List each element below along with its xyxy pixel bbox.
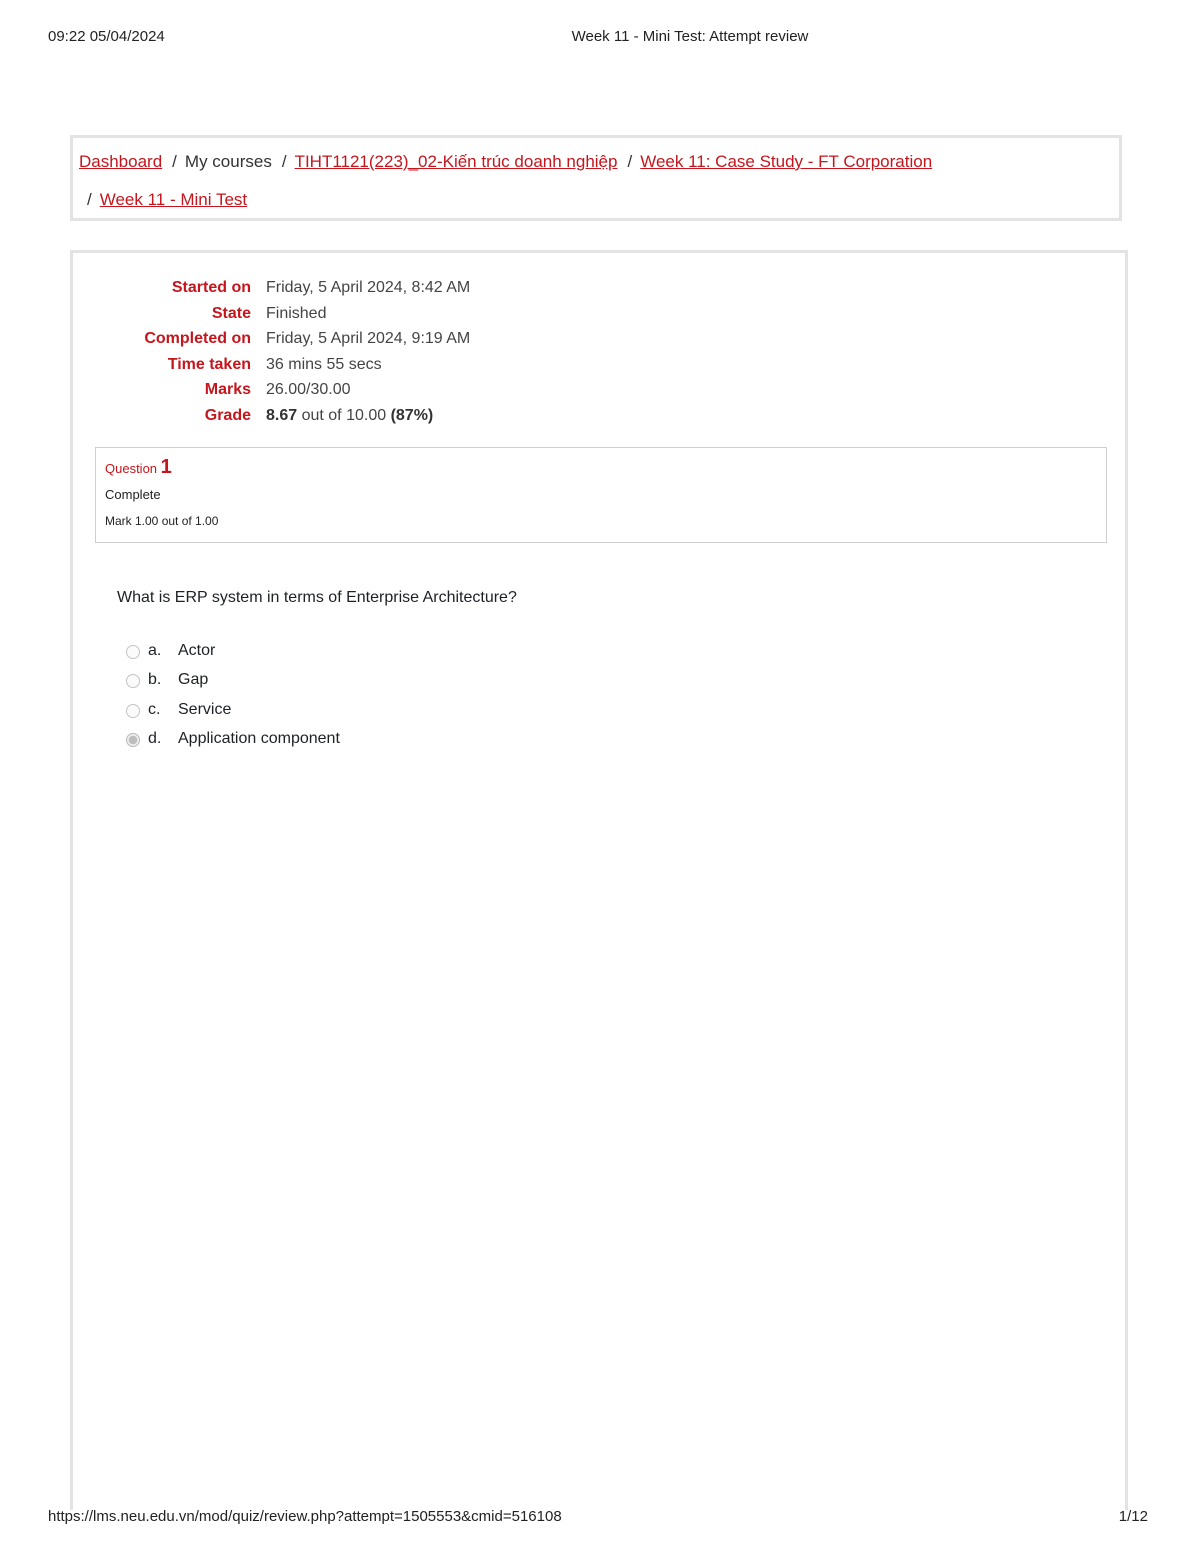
- completed-on-label: Completed on: [144, 330, 251, 347]
- question-label: Question: [105, 461, 158, 476]
- radio-icon[interactable]: [126, 645, 140, 659]
- breadcrumb-separator: /: [87, 190, 92, 209]
- answer-letter: b.: [148, 671, 162, 689]
- breadcrumb: [70, 135, 1122, 221]
- answer-letter: c.: [148, 700, 161, 718]
- grade-percent: (87%): [390, 406, 434, 424]
- breadcrumb-separator: /: [281, 152, 287, 171]
- print-timestamp: 09:22 05/04/2024: [48, 28, 165, 45]
- state-label: State: [211, 304, 251, 322]
- started-on-label: Started on: [171, 279, 251, 296]
- answer-text: Actor: [178, 642, 216, 659]
- breadcrumb-line-1: [79, 152, 932, 172]
- answer-letter: a.: [148, 642, 162, 659]
- question-state: Complete: [105, 487, 161, 502]
- quiz-review-region: [70, 250, 1128, 1510]
- grade-value: [266, 407, 433, 425]
- question-number-value: 1: [160, 456, 172, 478]
- time-taken-label: Time taken: [167, 355, 251, 373]
- question-info-box: [95, 447, 1107, 543]
- grade-score: 8.67: [266, 406, 298, 424]
- radio-icon[interactable]: [126, 704, 140, 718]
- started-on-value: Friday, 5 April 2024, 8:42 AM: [266, 279, 471, 296]
- answer-text: Gap: [178, 671, 209, 689]
- time-taken-value: 36 mins 55 secs: [266, 355, 382, 373]
- state-value: Finished: [266, 304, 327, 322]
- marks-value: 26.00/30.00: [266, 381, 351, 398]
- completed-on-value: Friday, 5 April 2024, 9:19 AM: [266, 330, 471, 347]
- breadcrumb-line-2: [87, 190, 247, 210]
- print-header: [0, 28, 1200, 48]
- print-url: https://lms.neu.edu.vn/mod/quiz/review.php?attempt=1505553&cmid=516108: [48, 1508, 562, 1525]
- answer-text: Service: [178, 700, 232, 718]
- answer-letter: d.: [148, 729, 162, 747]
- answer-text: Application component: [178, 729, 340, 747]
- breadcrumb-week-link[interactable]: Week 11: Case Study - FT Corporation: [640, 152, 933, 171]
- radio-icon[interactable]: [126, 674, 140, 688]
- breadcrumb-separator: /: [172, 152, 177, 171]
- grade-label: Grade: [204, 406, 251, 424]
- print-footer: [0, 1508, 1200, 1528]
- question-text: What is ERP system in terms of Enterprise Architecture?: [117, 589, 517, 606]
- breadcrumb-course-link[interactable]: TIHT1121(223)_02-Kiến trúc doanh nghiệp: [294, 152, 618, 171]
- radio-checked-icon[interactable]: [126, 733, 140, 747]
- breadcrumb-separator: /: [627, 152, 633, 171]
- marks-label: Marks: [204, 381, 251, 398]
- print-title: Week 11 - Mini Test: Attempt review: [571, 28, 809, 45]
- breadcrumb-dashboard-link[interactable]: Dashboard: [79, 152, 163, 171]
- grade-out-of: out of 10.00: [301, 406, 387, 424]
- question-number: [105, 456, 172, 479]
- breadcrumb-quiz-link[interactable]: Week 11 - Mini Test: [99, 190, 248, 209]
- print-page-number: 1/12: [1118, 1508, 1148, 1525]
- breadcrumb-my-courses: My courses: [184, 152, 272, 171]
- question-mark: Mark 1.00 out of 1.00: [105, 514, 219, 528]
